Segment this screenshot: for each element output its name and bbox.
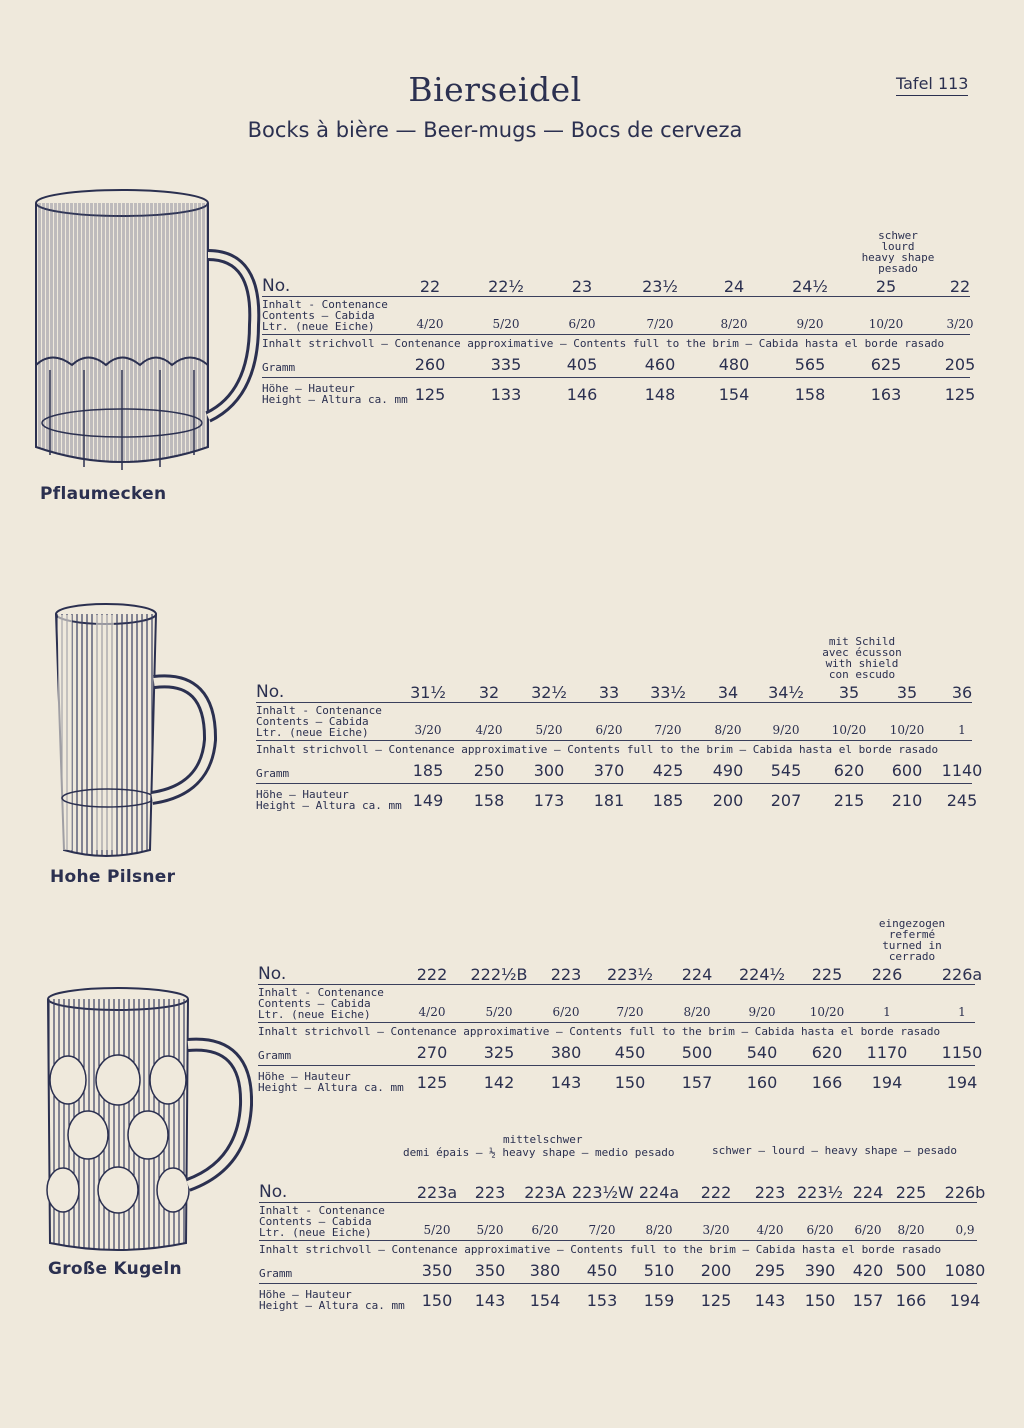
height-value: 125 [944,385,976,404]
table-rule [259,1283,977,1284]
column-note: mit Schild [828,635,896,648]
article-number: 222 [416,965,448,984]
column-note: turned in [882,939,942,952]
height-value: 143 [550,1073,582,1092]
gramm-value: 425 [652,761,684,780]
gramm-value: 200 [700,1261,732,1280]
contents-label: Inhalt - Contenance [258,986,384,999]
gramm-value: 490 [712,761,744,780]
contents-value: 5/20 [492,317,520,331]
contents-label: Ltr. (neue Eiche) [256,726,369,739]
height-value: 245 [946,791,978,810]
column-note: refermé [888,928,936,941]
gramm-value: 540 [746,1043,778,1062]
contents-value: 7/20 [616,1005,644,1019]
gramm-value: 500 [681,1043,713,1062]
gramm-value: 205 [944,355,976,374]
article-number: 225 [811,965,843,984]
brim-note: Inhalt strichvoll — Contenance approximative — Contents full to the brim — Cabida hasta el borde rasado [258,1025,941,1038]
brim-note: Inhalt strichvoll — Contenance approximative — Contents full to the brim — Cabida hasta el borde rasado [256,743,939,756]
article-number: 33½ [650,683,686,702]
contents-value: 8/20 [714,723,742,737]
contents-value: 7/20 [588,1223,616,1237]
contents-value: 6/20 [854,1223,882,1237]
height-value: 149 [412,791,444,810]
contents-value: 3/20 [946,317,974,331]
gramm-value: 300 [533,761,565,780]
column-note-top: mittelschwer [503,1133,583,1146]
gramm-value: 350 [421,1261,453,1280]
column-note-right: schwer — lourd — heavy shape — pesado [712,1144,958,1157]
height-value: 150 [804,1291,836,1310]
page-subtitle: Bocks à bière — Beer-mugs — Bocs de cerveza [247,118,743,142]
gramm-value: 185 [412,761,444,780]
gramm-value: 500 [895,1261,927,1280]
contents-label: Inhalt - Contenance [262,298,388,311]
gramm-value: 420 [852,1261,884,1280]
grosse-kugeln-mug-illustration [38,985,253,1260]
contents-value: 5/20 [535,723,563,737]
number-row-label: No. [262,276,291,296]
pflaumecken-mug-illustration [22,185,262,480]
contents-value: 7/20 [654,723,682,737]
contents-value: 0,9 [955,1223,975,1237]
height-value: 157 [681,1073,713,1092]
table-rule [259,1202,977,1203]
number-row-label: No. [259,1182,288,1202]
contents-value: 10/20 [868,317,904,331]
page-title: Bierseidel [408,70,582,109]
contents-value: 6/20 [595,723,623,737]
gramm-value: 450 [614,1043,646,1062]
brim-note: Inhalt strichvoll — Contenance approximative — Contents full to the brim — Cabida hasta el borde rasado [259,1243,942,1256]
gramm-value: 460 [644,355,676,374]
contents-value: 7/20 [646,317,674,331]
article-number: 224 [852,1183,884,1202]
table-rule [259,1240,977,1241]
contents-label: Ltr. (neue Eiche) [262,320,375,333]
height-value: 125 [414,385,446,404]
article-number: 223 [550,965,582,984]
brim-note: Inhalt strichvoll — Contenance approximative — Contents full to the brim — Cabida hasta el borde rasado [262,337,945,350]
article-number: 22 [419,277,441,296]
article-number: 24½ [792,277,828,296]
table-rule [262,377,970,378]
gramm-value: 1140 [941,761,983,780]
contents-value: 4/20 [418,1005,446,1019]
product-label: Hohe Pilsner [50,867,176,887]
table-rule [256,740,972,741]
contents-value: 6/20 [552,1005,580,1019]
gramm-value: 335 [490,355,522,374]
hohe-pilsner-mug-illustration [46,600,221,865]
height-value: 142 [483,1073,515,1092]
height-value: 173 [533,791,565,810]
table-rule [258,1065,975,1066]
contents-value: 5/20 [476,1223,504,1237]
article-number: 35 [896,683,918,702]
height-value: 210 [891,791,923,810]
height-value: 154 [718,385,750,404]
article-number: 225 [895,1183,927,1202]
contents-value: 4/20 [416,317,444,331]
article-number: 32½ [531,683,567,702]
table-rule [256,702,972,703]
gramm-value: 405 [566,355,598,374]
contents-label: Contents — Cabida [259,1215,372,1228]
contents-value: 9/20 [748,1005,776,1019]
gramm-value: 620 [811,1043,843,1062]
height-label: Höhe — Hauteur [262,382,355,395]
height-label: Height — Altura ca. mm [262,393,408,406]
column-note: with shield [825,657,899,670]
height-value: 153 [586,1291,618,1310]
height-value: 166 [895,1291,927,1310]
gramm-value: 325 [483,1043,515,1062]
article-number: 223½ [606,965,654,984]
height-value: 143 [754,1291,786,1310]
article-number: 32 [478,683,500,702]
article-number: 223½W [572,1183,634,1202]
contents-label: Contents — Cabida [262,309,375,322]
product-label: Pflaumecken [40,484,167,504]
height-value: 163 [870,385,902,404]
gramm-label: Gramm [259,1267,293,1280]
number-row-label: No. [256,682,285,702]
table-rule [262,296,970,297]
column-note: cerrado [888,950,936,963]
gramm-value: 390 [804,1261,836,1280]
article-number: 224½ [738,965,786,984]
height-value: 146 [566,385,598,404]
table-rule [258,984,975,985]
contents-value: 10/20 [831,723,867,737]
gramm-value: 270 [416,1043,448,1062]
article-number: 223A [524,1183,566,1202]
gramm-value: 250 [473,761,505,780]
article-number: 226 [871,965,903,984]
height-value: 159 [643,1291,675,1310]
height-value: 160 [746,1073,778,1092]
contents-value: 10/20 [889,723,925,737]
gramm-value: 260 [414,355,446,374]
gramm-value: 380 [529,1261,561,1280]
height-value: 158 [794,385,826,404]
height-value: 154 [529,1291,561,1310]
height-label: Height — Altura ca. mm [258,1081,404,1094]
height-value: 185 [652,791,684,810]
gramm-value: 1170 [866,1043,908,1062]
column-note: lourd [881,240,915,253]
contents-value: 10/20 [809,1005,845,1019]
height-value: 125 [416,1073,448,1092]
contents-value: 6/20 [531,1223,559,1237]
column-note: con escudo [828,668,896,681]
gramm-value: 1080 [944,1261,986,1280]
contents-label: Inhalt - Contenance [259,1204,385,1217]
article-number: 224 [681,965,713,984]
contents-label: Inhalt - Contenance [256,704,382,717]
gramm-value: 625 [870,355,902,374]
article-number: 22 [949,277,971,296]
contents-value: 3/20 [702,1223,730,1237]
height-value: 148 [644,385,676,404]
height-value: 207 [770,791,802,810]
contents-value: 5/20 [423,1223,451,1237]
height-label: Height — Altura ca. mm [256,799,402,812]
gramm-value: 350 [474,1261,506,1280]
height-value: 133 [490,385,522,404]
article-number: 22½ [488,277,524,296]
height-value: 143 [474,1291,506,1310]
gramm-value: 295 [754,1261,786,1280]
gramm-value: 510 [643,1261,675,1280]
gramm-label: Gramm [258,1049,292,1062]
height-value: 194 [871,1073,903,1092]
number-row-label: No. [258,964,287,984]
article-number: 23 [571,277,593,296]
height-value: 194 [946,1073,978,1092]
article-number: 222 [700,1183,732,1202]
article-number: 35 [838,683,860,702]
article-number: 25 [875,277,897,296]
height-value: 194 [949,1291,981,1310]
contents-label: Contents — Cabida [258,997,371,1010]
height-label: Höhe — Hauteur [258,1070,351,1083]
gramm-label: Gramm [256,767,290,780]
height-value: 158 [473,791,505,810]
gramm-value: 380 [550,1043,582,1062]
contents-value: 4/20 [756,1223,784,1237]
height-label: Höhe — Hauteur [256,788,349,801]
contents-value: 9/20 [796,317,824,331]
column-note: avec écusson [822,646,902,659]
article-number: 224a [638,1183,680,1202]
contents-value: 9/20 [772,723,800,737]
gramm-value: 600 [891,761,923,780]
contents-value: 3/20 [414,723,442,737]
height-value: 157 [852,1291,884,1310]
table-rule [256,783,972,784]
height-value: 181 [593,791,625,810]
product-label: Große Kugeln [48,1259,182,1279]
column-note: pesado [878,262,918,275]
height-value: 150 [614,1073,646,1092]
article-number: 223a [416,1183,458,1202]
column-note: heavy shape [861,251,935,264]
contents-value: 4/20 [475,723,503,737]
height-value: 125 [700,1291,732,1310]
height-label: Höhe — Hauteur [259,1288,352,1301]
article-number: 223½ [796,1183,844,1202]
article-number: 36 [951,683,973,702]
article-number: 226b [944,1183,986,1202]
contents-value: 8/20 [645,1223,673,1237]
contents-value: 8/20 [720,317,748,331]
gramm-label: Gramm [262,361,296,374]
height-value: 200 [712,791,744,810]
article-number: 34 [717,683,739,702]
contents-value: 1 [958,1005,966,1019]
contents-value: 6/20 [806,1223,834,1237]
article-number: 226a [941,965,983,984]
contents-label: Contents — Cabida [256,715,369,728]
article-number: 24 [723,277,745,296]
contents-value: 1 [883,1005,891,1019]
height-label: Height — Altura ca. mm [259,1299,405,1312]
gramm-value: 620 [833,761,865,780]
contents-value: 8/20 [683,1005,711,1019]
plate-number: Tafel 113 [896,74,968,96]
article-number: 223 [474,1183,506,1202]
table-rule [258,1022,975,1023]
article-number: 23½ [642,277,678,296]
article-number: 222½B [470,965,528,984]
contents-value: 6/20 [568,317,596,331]
column-note: schwer [878,229,918,242]
article-number: 223 [754,1183,786,1202]
gramm-value: 450 [586,1261,618,1280]
height-value: 215 [833,791,865,810]
column-note: eingezogen [878,917,946,930]
contents-value: 5/20 [485,1005,513,1019]
gramm-value: 545 [770,761,802,780]
column-note-left: demi épais — ½ heavy shape — medio pesado [403,1146,675,1159]
contents-value: 1 [958,723,966,737]
article-number: 31½ [410,683,446,702]
gramm-value: 370 [593,761,625,780]
gramm-value: 565 [794,355,826,374]
contents-label: Ltr. (neue Eiche) [258,1008,371,1021]
contents-label: Ltr. (neue Eiche) [259,1226,372,1239]
table-rule [262,334,970,335]
contents-value: 8/20 [897,1223,925,1237]
article-number: 33 [598,683,620,702]
height-value: 166 [811,1073,843,1092]
gramm-value: 480 [718,355,750,374]
gramm-value: 1150 [941,1043,983,1062]
height-value: 150 [421,1291,453,1310]
article-number: 34½ [768,683,804,702]
